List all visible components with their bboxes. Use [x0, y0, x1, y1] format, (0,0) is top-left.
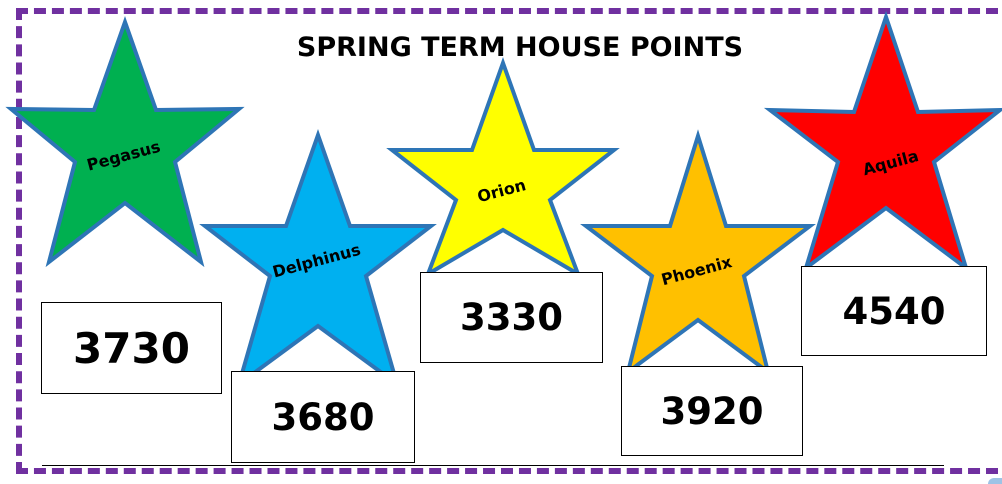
corner-shape	[988, 478, 1002, 484]
points-box-orion: 3330	[420, 272, 603, 363]
star-aquila-shape	[770, 17, 1000, 268]
points-box-delphinus: 3680	[231, 371, 415, 463]
points-box-pegasus: 3730	[41, 302, 222, 394]
bottom-divider	[42, 465, 944, 466]
star-pegasus-label: Pegasus	[84, 136, 163, 175]
star-aquila-label: Aquila	[860, 146, 921, 180]
star-phoenix-label: Phoenix	[659, 252, 734, 290]
star-delphinus-label: Delphinus	[270, 239, 363, 282]
points-box-aquila: 4540	[801, 266, 987, 356]
star-orion-label: Orion	[475, 175, 528, 207]
star-aquila	[766, 12, 1002, 272]
page-title: SPRING TERM HOUSE POINTS	[296, 32, 744, 63]
points-box-phoenix: 3920	[621, 366, 803, 456]
